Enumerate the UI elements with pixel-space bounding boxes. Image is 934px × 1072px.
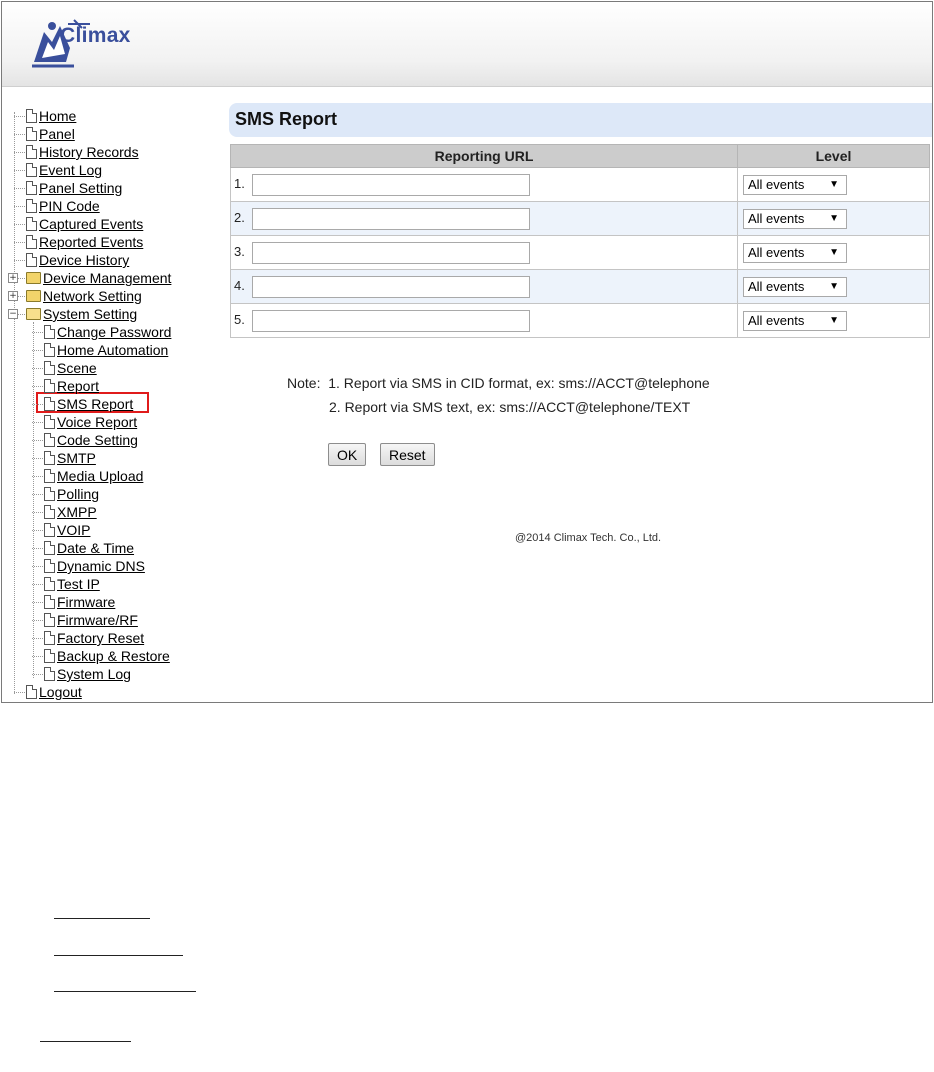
tree-connector — [32, 602, 43, 603]
sidebar-item-label[interactable]: Backup & Restore — [57, 648, 170, 664]
page-icon — [44, 577, 55, 591]
reporting-url-input[interactable] — [252, 276, 530, 298]
tree-guide — [14, 112, 15, 694]
row-number: 3. — [234, 243, 245, 259]
page-icon — [44, 415, 55, 429]
tree-connector — [32, 458, 43, 459]
tree-connector — [32, 494, 43, 495]
row-number: 4. — [234, 277, 245, 293]
collapse-icon[interactable]: − — [9, 309, 17, 319]
sidebar-item-label[interactable]: Home — [39, 108, 77, 124]
sidebar-item-label[interactable]: Event Log — [39, 162, 103, 178]
sidebar-item-test-ip[interactable] — [44, 575, 100, 593]
dropdown-arrow-icon: ▼ — [829, 246, 839, 258]
sidebar-item-label[interactable]: PIN Code — [39, 198, 100, 214]
sidebar-item-label[interactable]: System Log — [57, 666, 131, 682]
tree-connector — [32, 656, 43, 657]
tree-connector — [14, 170, 25, 171]
folder-icon — [26, 308, 41, 320]
sidebar-item-label[interactable]: History Records — [39, 144, 139, 160]
level-cell — [738, 202, 930, 236]
sidebar-item-label[interactable]: Change Password — [57, 324, 172, 340]
level-value: All events — [748, 210, 805, 226]
folder-icon — [26, 272, 41, 284]
page-icon — [44, 379, 55, 393]
page-icon — [44, 595, 55, 609]
sidebar-item-label[interactable]: Factory Reset — [57, 630, 145, 646]
sidebar-item-label[interactable]: Polling — [57, 486, 100, 502]
sidebar-item-smtp[interactable] — [44, 449, 96, 467]
sidebar-item-home[interactable] — [26, 107, 76, 125]
sidebar-item-home-automation[interactable] — [44, 341, 168, 359]
page-icon — [26, 217, 37, 231]
table-row — [231, 236, 930, 270]
level-cell — [738, 168, 930, 202]
divider-line — [54, 991, 196, 992]
sidebar-item-panel-setting[interactable] — [26, 179, 122, 197]
sidebar-item-label[interactable]: Device Management — [43, 270, 172, 286]
sidebar-item-label[interactable]: Report — [57, 378, 100, 394]
copyright-footer: @2014 Climax Tech. Co., Ltd. — [515, 532, 662, 544]
page-icon — [44, 469, 55, 483]
sidebar-item-label[interactable]: System Setting — [43, 306, 138, 322]
divider-line — [40, 1041, 131, 1042]
header — [2, 2, 932, 87]
level-select[interactable] — [743, 277, 847, 297]
tree-guide — [33, 322, 34, 678]
sidebar-item-media-upload[interactable] — [44, 467, 143, 485]
note — [287, 371, 710, 419]
level-value: All events — [748, 176, 805, 192]
row-number: 1. — [234, 175, 245, 191]
page-icon — [44, 505, 55, 519]
page-icon — [44, 487, 55, 501]
page-icon — [44, 451, 55, 465]
sidebar-item-label[interactable]: Date & Time — [57, 540, 135, 556]
sidebar-item-voice-report[interactable] — [44, 413, 137, 431]
sidebar-item-network-setting[interactable] — [26, 287, 142, 305]
sidebar-item-label[interactable]: Voice Report — [57, 414, 138, 430]
tree-connector — [32, 530, 43, 531]
browser-screenshot — [1, 1, 933, 703]
sidebar-item-change-password[interactable] — [44, 323, 171, 341]
level-value: All events — [748, 312, 805, 328]
sidebar-item-panel[interactable] — [26, 125, 75, 143]
sidebar-item-label[interactable]: Dynamic DNS — [57, 558, 145, 574]
row-number: 5. — [234, 311, 245, 327]
page-icon — [26, 109, 37, 123]
tree-connector — [14, 260, 25, 261]
sidebar-item-device-management[interactable] — [26, 269, 171, 287]
tree-connector — [32, 350, 43, 351]
tree-connector — [14, 152, 25, 153]
tree-connector — [14, 116, 25, 117]
page-icon — [44, 361, 55, 375]
tree-connector — [14, 224, 25, 225]
level-cell — [738, 270, 930, 304]
sidebar-item-label[interactable]: SMTP — [57, 450, 96, 466]
sidebar-item-firmware[interactable] — [44, 593, 115, 611]
ok-button[interactable]: OK — [328, 443, 366, 466]
sidebar-item-label[interactable]: Home Automation — [57, 342, 169, 358]
divider-line — [54, 955, 183, 956]
sidebar-item-scene[interactable] — [44, 359, 97, 377]
reporting-url-input[interactable] — [252, 208, 530, 230]
page-icon — [44, 343, 55, 357]
dropdown-arrow-icon: ▼ — [829, 314, 839, 326]
sidebar-item-label[interactable]: VOIP — [57, 522, 91, 538]
url-cell — [231, 236, 738, 270]
sidebar-item-label[interactable]: Scene — [57, 360, 97, 376]
sidebar-item-factory-reset[interactable] — [44, 629, 144, 647]
tree-connector — [32, 566, 43, 567]
page-icon — [26, 235, 37, 249]
row-number: 2. — [234, 209, 245, 225]
tree-connector — [14, 206, 25, 207]
note-line-1: Note: 1. Report via SMS in CID format, ex: sms://ACCT@telephone — [287, 375, 710, 391]
sidebar-item-dynamic-dns[interactable] — [44, 557, 145, 575]
page-icon — [44, 631, 55, 645]
sidebar-item-code-setting[interactable] — [44, 431, 138, 449]
url-cell — [231, 168, 738, 202]
level-select[interactable] — [743, 311, 847, 331]
sidebar-item-history-records[interactable] — [26, 143, 139, 161]
sidebar-item-label[interactable]: Code Setting — [57, 432, 138, 448]
sidebar-item-system-setting[interactable] — [26, 305, 137, 323]
sidebar-item-label[interactable]: Captured Events — [39, 216, 144, 232]
page-icon — [26, 685, 37, 699]
tree-connector — [32, 638, 43, 639]
folder-icon — [26, 290, 41, 302]
sidebar-item-label[interactable]: Panel Setting — [39, 180, 123, 196]
page-title: SMS Report — [235, 109, 338, 129]
tree-connector — [32, 674, 43, 675]
tree-connector — [14, 188, 25, 189]
tree-connector — [32, 476, 43, 477]
tree-connector — [14, 134, 25, 135]
sidebar-item-label[interactable]: Test IP — [57, 576, 100, 592]
tree-connector — [32, 440, 43, 441]
dropdown-arrow-icon: ▼ — [829, 212, 839, 224]
sidebar-item-logout[interactable] — [26, 683, 82, 701]
level-value: All events — [748, 278, 805, 294]
sidebar-item-label[interactable]: Media Upload — [57, 468, 144, 484]
sidebar-item-label[interactable]: Firmware — [57, 594, 116, 610]
sidebar-item-label[interactable]: Network Setting — [43, 288, 142, 304]
reporting-url-input[interactable] — [252, 174, 530, 196]
tree-connector — [32, 422, 43, 423]
level-select[interactable] — [743, 175, 847, 195]
sidebar-item-label[interactable]: Device History — [39, 252, 130, 268]
table-row — [231, 202, 930, 236]
divider-line — [54, 918, 150, 919]
tree-connector — [32, 512, 43, 513]
expand-icon[interactable]: + — [9, 291, 17, 301]
tree-connector — [32, 620, 43, 621]
page-icon — [26, 199, 37, 213]
page-icon — [44, 667, 55, 681]
page-icon — [26, 163, 37, 177]
sidebar-item-event-log[interactable] — [26, 161, 102, 179]
page-title-bar — [229, 103, 932, 137]
tree-connector — [32, 332, 43, 333]
table-row — [231, 270, 930, 304]
sidebar-item-system-log[interactable] — [44, 665, 131, 683]
sidebar-item-backup-and-restore[interactable] — [44, 647, 170, 665]
page-icon — [44, 613, 55, 627]
page-icon — [26, 181, 37, 195]
page-icon — [26, 145, 37, 159]
tree-connector — [32, 584, 43, 585]
level-cell — [738, 304, 930, 338]
url-cell — [231, 270, 738, 304]
tree-connector — [32, 404, 43, 405]
sidebar-item-label[interactable]: Reported Events — [39, 234, 144, 250]
reporting-url-table — [230, 144, 930, 338]
page-icon — [26, 253, 37, 267]
tree-connector — [32, 548, 43, 549]
url-cell — [231, 304, 738, 338]
dropdown-arrow-icon: ▼ — [829, 178, 839, 190]
sidebar-item-pin-code[interactable] — [26, 197, 100, 215]
page-icon — [44, 325, 55, 339]
col-reporting-url: Reporting URL — [231, 145, 738, 168]
tree-connector — [32, 386, 43, 387]
sidebar-item-label[interactable]: SMS Report — [57, 396, 134, 412]
note-line-2: 2. Report via SMS text, ex: sms://ACCT@telephone/TEXT — [329, 399, 691, 415]
expand-icon[interactable]: + — [9, 273, 17, 283]
sidebar-item-voip[interactable] — [44, 521, 90, 539]
table-row — [231, 168, 930, 202]
page-icon — [44, 397, 55, 411]
sidebar-item-device-history[interactable] — [26, 251, 129, 269]
sidebar-item-firmware-rf[interactable] — [44, 611, 138, 629]
tree-connector — [14, 692, 25, 693]
sidebar-item-report[interactable] — [44, 377, 99, 395]
col-level: Level — [738, 145, 930, 168]
sidebar-item-polling[interactable] — [44, 485, 99, 503]
page-icon — [44, 649, 55, 663]
reporting-url-input[interactable] — [252, 242, 530, 264]
sidebar-item-sms-report[interactable] — [44, 395, 133, 413]
tree-connector — [14, 242, 25, 243]
sidebar-item-label[interactable]: Firmware/RF — [57, 612, 138, 628]
sidebar-item-captured-events[interactable] — [26, 215, 143, 233]
brand-name: Climax — [60, 24, 131, 47]
level-cell — [738, 236, 930, 270]
page-icon — [44, 523, 55, 537]
sidebar-item-reported-events[interactable] — [26, 233, 143, 251]
page-icon — [26, 127, 37, 141]
page-icon — [44, 559, 55, 573]
page-icon — [44, 433, 55, 447]
sidebar-item-date-and-time[interactable] — [44, 539, 134, 557]
sidebar-item-label[interactable]: XMPP — [57, 504, 97, 520]
table-row — [231, 304, 930, 338]
reset-button[interactable]: Reset — [380, 443, 435, 466]
sidebar-item-label[interactable]: Logout — [39, 684, 82, 700]
level-select[interactable] — [743, 209, 847, 229]
url-cell — [231, 202, 738, 236]
sidebar-item-label[interactable]: Panel — [39, 126, 75, 142]
level-select[interactable] — [743, 243, 847, 263]
tree-connector — [32, 368, 43, 369]
level-value: All events — [748, 244, 805, 260]
page-icon — [44, 541, 55, 555]
reporting-url-input[interactable] — [252, 310, 530, 332]
dropdown-arrow-icon: ▼ — [829, 280, 839, 292]
sidebar-item-xmpp[interactable] — [44, 503, 97, 521]
